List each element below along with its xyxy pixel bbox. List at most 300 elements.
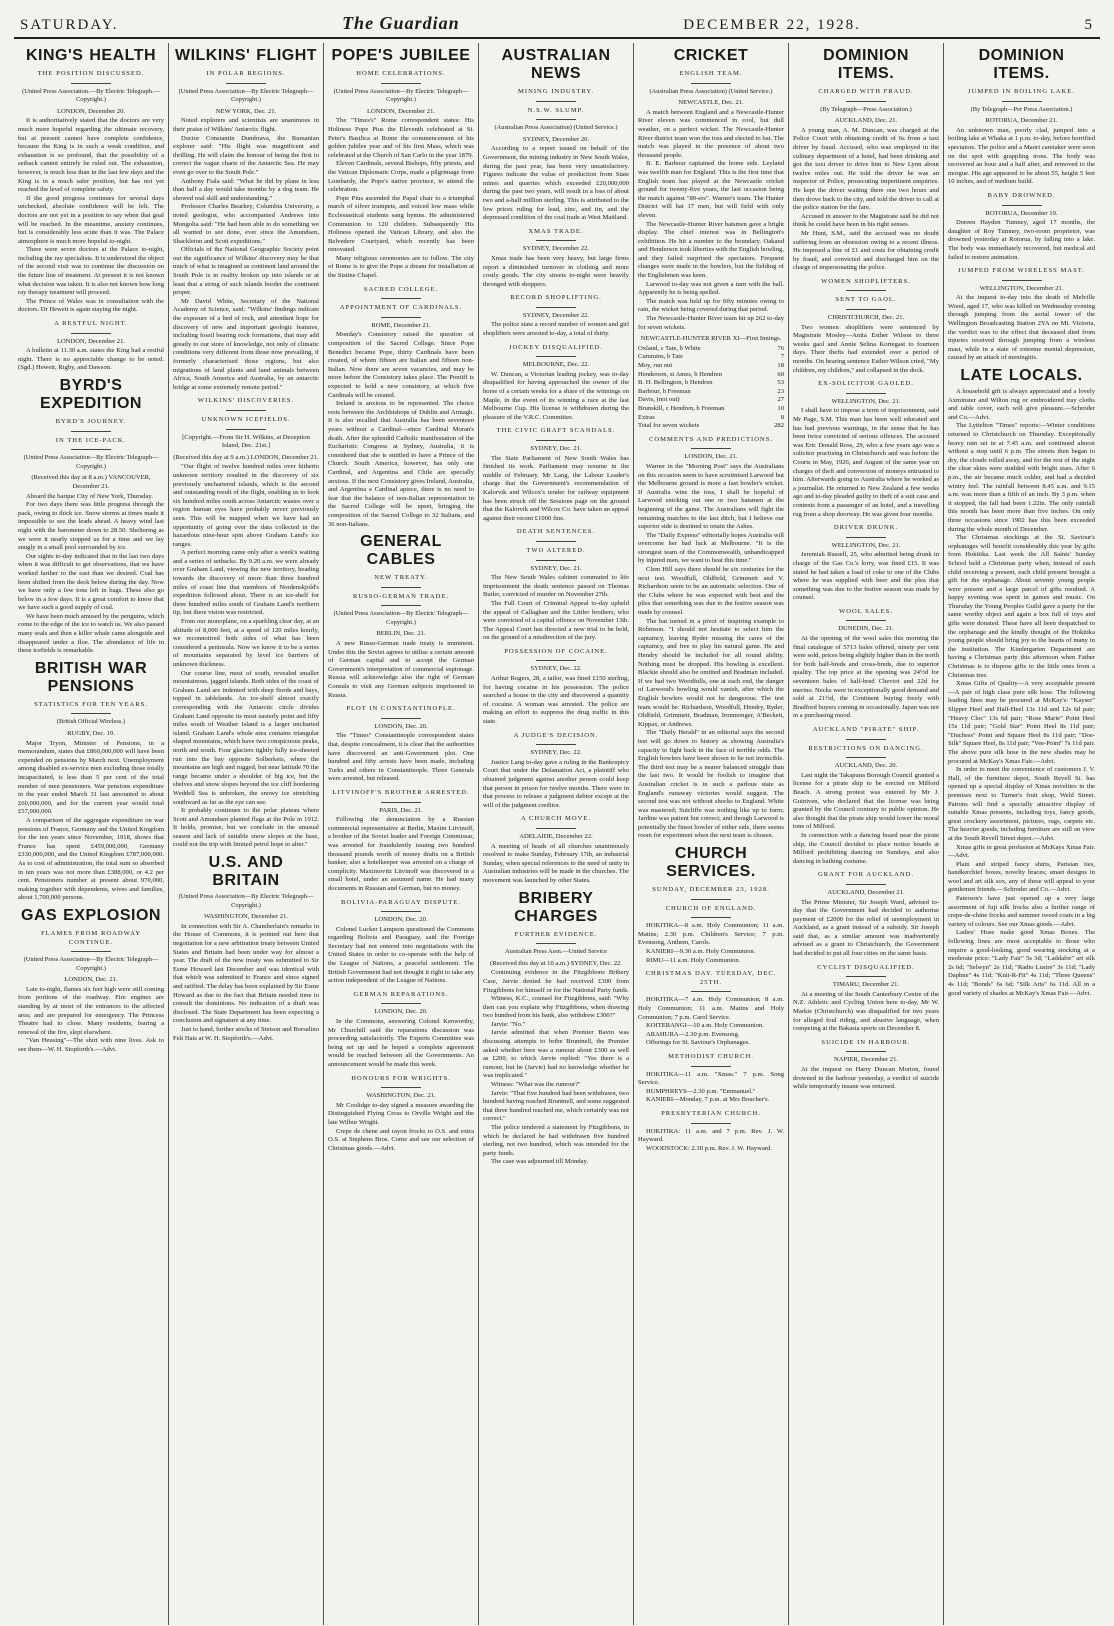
paragraph: Major Tryon, Minister of Pensions, in a memorandum, states that £860,000,000 will have been expended on pensions by March next. Unemployment among disabled ex-service men excluding those totally incapacitated, is less than 5 per cent of the total number of men pensioners. War pensions expenditure in the year ended March 31 last amounted to about £60,000,000, and for the current year would total £57,000,000. [18,739,164,816]
paragraph: HOKITIKA: 11 a.m. and 7 p.m. Rev. J. W. Hayward. [638,1127,784,1144]
dateline: LONDON, Dec. 20. [374,916,428,924]
divider-rule [226,410,266,411]
subheading: CYCLIST DISQUALIFIED. [817,963,915,971]
divider-rule [381,605,421,606]
divider-rule [846,393,886,394]
divider-rule [691,1066,731,1067]
paragraph: "Van Heusing"—The shirt with nine lives. Ask to see them—W. H. Stopforth's.—Advt. [18,1037,164,1054]
paragraph: A perfect morning came only after a week's waiting and a series of setbacks. By 9.20 a.m. we were already over Graham Land, viewing the new territory, heading towards the discovery of more than three hundred miles of coast line that members of Nordenskjold's expedition followed about. There is an ice-shelf for three hundred miles south of Graham Land's northern tip, but there vision was restricted. [173,549,319,617]
subheading: FURTHER EVIDENCE. [514,930,598,938]
subheading: METHODIST CHURCH. [668,1052,754,1060]
article-body [18,493,164,656]
divider-rule [536,744,576,745]
divider-rule [536,943,576,944]
article-body [328,816,474,893]
dateline: WELLINGTON, Dec. 21. [831,541,901,549]
subheading: CHRISTMAS DAY. TUESDAY, DEC. 25TH. [645,970,777,986]
article [18,47,164,373]
dateline: AUCKLAND, Dec. 20. [834,762,898,770]
subheading: THE POSITION DISCUSSED. [37,70,145,77]
article-body [18,117,164,315]
wire-credit: (United Press Association—By Electric Telegraph—Copyright.) [178,87,314,104]
scorecard-row [638,362,784,371]
subheading: PRESBYTERIAN CHURCH. [661,1109,761,1117]
paragraph: Noted explorers and scientists are unanimous in their praise of Wilkins' Antarctic flight. [173,117,319,133]
dateline: TIMARU, December 21. [832,981,900,989]
subheading: GRANT FOR AUCKLAND. [818,871,914,879]
article-body [328,1102,474,1154]
headline: DOMINION ITEMS. [823,47,909,82]
wire-credit: (United Press Association.—By Electric Telegraph.—Copyright.) [22,87,160,104]
dateline: SYDNEY, December 22. [522,245,590,253]
headline: BYRD'S EXPEDITION [40,377,142,412]
dateline: SYDNEY, December 22. [522,311,590,319]
runs: 27 [777,396,784,404]
wire-credit: (United Press Association—By Electric Telegraph—Copyright.) [333,610,469,626]
wire-credit: (United Press Association—By Electric Telegraph—Copyright.) [333,87,469,104]
article [483,47,629,886]
article-body [483,145,629,222]
divider-rule [536,119,576,120]
column-4 [479,43,634,1625]
divider-rule [846,884,886,885]
divider-rule [691,1123,731,1124]
article [18,660,164,903]
batsman: Oxland, c Tate, b White [638,344,701,352]
paragraph: The Full Court of Criminal Appeal to-day upheld the appeal of Callaghan and the Littler brothers, who were convicted of a capital offence on November 13th. The Appeal Court has directed a new trial to be held, on the ground of a misdirection of the jury. [483,599,629,642]
headline: CHURCH SERVICES. [666,845,756,881]
paragraph: Doreen Hayden Tumney, aged 17 months, the daughter of Roy Tumney, two-room proprietor, was drowned yesterday at Rotorua, by falling into a lake. The body was immediately recovered, but medical aid failed to restore animation. [948,219,1095,261]
headline: BRIBERY CHARGES [514,889,598,925]
column-container [14,43,1100,1625]
paragraph: Ladies' Hose make good Xmas Boxes. The following lines are most acceptable to those who require a good-looking, good wearing stocking at a moderate price: "Lady Fair" 5s 3d; "Laddafre" art silk 2s 6d; "Selwyn" 2s 11d; "Radio Lustre" 3s 11d; "Lady Daphne" 4s 11d; "Knit-R-Fit" 4s 11d; "Three Queens" 4s 11d; "Bonds" 6s 6d; "Silk Arts" 6s 11d. All in a good variety of shades at McKay's Xmas Fair.—Advt. [948,929,1095,997]
subheading: RUSSO-GERMAN TRADE. [352,592,450,600]
divider-rule [1002,280,1042,281]
headline: LATE LOCALS. [960,367,1083,385]
divider-rule [381,83,421,84]
article-body [483,759,629,811]
article-body [328,117,474,280]
column-1 [14,43,169,1625]
subheading: UNKNOWN ICEFIELDS. [201,415,291,423]
article [18,377,164,656]
article [328,533,474,1153]
paragraph: Ireland is anxious to be represented. The choice rests between the Archbishops of Dublin and Armagh. It is also recalled that Australia has been seventeen years without a Cardinal—since Cardinal Moran's death. After the splendid Catholic manifestation of the Eucharistic Congress at Sydney, Australia, it is considered that she is entitled to have a Prince of the Church. South America, however, has only one Cardinal, and Argentina and Chile are specially anxious. If the next Consistory gives Ireland, Australia, and Argentina a Cardinal apiece, there is no need to fear that the balance of non-Italian representation in the Sacred College will be upset, bringing the composition of the Sacred College to 32 Italians, and 36 non-Italians. [328,400,474,528]
masthead [14,0,1100,39]
article [18,907,164,1055]
wire-credit: (By Telegraph—Press Association.) [820,105,912,113]
paragraph: Xmas trade has been very heavy, but large firms report a diminished turnover in clothing and more costly goods. The city streets to-night were heavily thronged with shoppers. [483,254,629,288]
runs: 282 [774,422,784,430]
paragraph: Our course line, most of south, revealed smaller mountainous, jagged islands. Both sides of the coast of Graham Land are indented with deep fiords and bays, topped in tablelands. An ice-shelf almost exactly corresponding with the Antarctic circle divides Graham Land opposite its most easterly point and fifty miles south of Weather Island is a larger uncharted island. Graham Land's whole area contains triangular shaped mountains, which have two conspicuous peaks, north and south. Four glaciers tightly fully ice-sheeted run into the bay opposite Solberkets, where the mountains are high and rugged, but near latitude 70 the range became under a shoulder of big ice, but the shelves and snow slopes beyond the ice cliff bordering Weddell Sea is unbroken, the snowy ice stretching southward as far as the eye can see. [173,669,319,806]
article-body [638,996,784,1048]
runs: 53 [777,379,784,387]
paragraph: We have been much amused by the penguins, which come to the edge of the ice to watch us. We also passed many seals and then a killer whale came alongside and disappeared under a floe. The abundance of life in these icefields is remarkable. [18,612,165,655]
masthead-day: SATURDAY. [20,17,119,33]
subheading: CHURCH OF ENGLAND. [665,904,757,912]
article-body [948,388,1095,998]
subheading: LITVINOFF'S BROTHER ARRESTED. [332,788,470,796]
batsman: Moy, run out [638,362,673,369]
article-body [793,324,939,376]
dateline: NEW YORK, Dec. 21. [215,107,277,115]
dateline: MELBOURNE, Dec. 22. [522,361,590,369]
article [948,47,1095,363]
dateline: WELLINGTON, December 21. [979,284,1064,292]
subheading: TWO ALTERED. [526,546,586,554]
dateline: WELLINGTON, Dec. 21. [831,397,901,405]
headline: WILKINS' FLIGHT [174,47,318,64]
paragraph: Jeremiah Russell, 25, who admitted being drunk in charge of the Gas Co.'s lorry, was fined £15. It was stated he had taken a load of coke to one of the Clubs where he was supplied with beer and the plea that something was due to the festive season was made by counsel. [793,551,939,602]
batsman: Total for seven wickets [638,422,700,430]
divider-rule [71,431,111,432]
article-body [793,127,939,273]
divider-rule [381,1087,421,1088]
scorecard-row [638,353,784,362]
scorecard-title: NEWCASTLE-HUNTER RIVER XI—First Innings. [640,335,782,343]
divider-rule [846,101,886,102]
subheading: DRIVER DRUNK. [833,524,899,532]
column-2 [169,43,324,1625]
paragraph: The Christmas stockings at the St. Saviour's orphanages will benefit considerably this year by gifts from Hokitika. Last week the All Saints' Sunday School held a Christmas party when, instead of each child receiving a present, each child present brought a gift for the orphanage. About seventy young people were present and a large parcel of gifts resulted. A happy evening was spent in games and music. On Thursday the Young Peoples Guild gave a party for the same worthy object and again a box full of toys and gifts were donated. These have all been despatched to the orphanage and the kindly thought of the Hokitika young people should bring joy to the hearts of many in the institution. The Kindergarten Department are having a Christmas party this afternoon when Father Christmas is to dispose gifts to the little ones from a Christmas tree. [948,534,1095,679]
divider-rule [536,660,576,661]
paragraph: KANIERI—9.30 a.m. Holy Communion. [646,948,756,956]
paragraph: The police tendered a statement by Fitzgibbons, in which he declared he had withdrawn five hundred sterling, not two hundred, which was intended for the party funds. [483,1124,629,1157]
wire-credit: (United Press Association—By Electric Telegraph—Copyright.) [178,893,314,909]
dateline: LONDON, Dec. 21. [64,976,118,984]
headline: DOMINION ITEMS. [978,47,1065,82]
dateline: LONDON, Dec. 20. [374,722,428,730]
paragraph: Arthur Rogers, 28, a tailor, was fined £150 sterling, for having cocaine in his possession. The police searched a house in the city and discovered a quantity of cocaine. A woman was arrested. The police are making an effort to suppress the drug traffic in this state. [483,675,629,726]
paragraph: Offerings for St. Saviour's Orphanages. [646,1039,750,1047]
subheading: EX-SOLICITOR GAOLED. [818,380,914,388]
article-body [18,986,164,1055]
subheading: FLAMES FROM ROADWAY CONTINUE. [40,929,142,946]
divider-rule [691,448,731,449]
paragraph: The "Times's" Rome correspondent states: His Holiness Pope Pius the Eleventh celebrated at St. Peter's Basilica at Rome the commencement of his golden jubilee year and of his first Mass, which was celebrated at the Church of San Carlo in the year 1879. [328,117,474,159]
dateline: ROTORUA, December 21. [985,117,1058,125]
subheading: JUMPED FROM WIRELESS MAST. [958,267,1085,275]
subheading: XMAS TRADE. [528,227,584,235]
subheading: CHARGED WITH FRAUD. [818,88,914,95]
paragraph: Colonel Lucker Lampson questioned the Commons regarding Bolivia and Paraguay, said the Foreign Secretary had not entered into negotiations with the United States in order to co-operate with the help of the League of Nations, a peaceful settlement. The British Government had not thought it right to take any action independent of the League of Nations. [328,925,474,985]
paragraph: Monday's Consistory raised the question of composition of the Sacred College. Since Pope Benedict became Pope, thirty Cardinals have been created, of whom fifteen are Italian and fifteen non-Italian. Now there are seven vacancies, and may be more before the Consistory takes place. The Pontiff is expected to hold a new consistory, at which five Cardinals will be created. [328,331,474,399]
divider-rule [846,537,886,538]
paragraph: Jarvie: "No." [491,1020,526,1028]
divider-rule [536,541,576,542]
paragraph: Paterson's have just opened up a very large assortment of fuji silk frocks also a further range of crepe-de-chine frocks and summer tweed coats in a big variety of colours. See our Xmas goods.—Advt. [948,895,1095,928]
article [483,890,629,1167]
dateline: NAPIER, December 21. [833,1056,899,1064]
paragraph: I shall have to impose a term of imprisonment, said Mr Page, S.M. This man has been well educated and has had previous warnings, in the sense that he has been twice convicted of serious offences. The accused was Eric Donald Ross, 29, who a few years ago was a solicitor practising in Christchurch and was before the Courts in May, 1926, and August of the same year on charges of theft and conversion of moneys entrusted to him. Afterwards going to Australia where he worked as a journalist. He returned to New Zealand a few weeks ago and to-day pleaded guilty to theft of a suit case and contents from a passenger of an hotel, and a travelling rug from a shop doorway. He was given four months. [793,407,939,518]
article-body [948,127,1095,187]
subheading: DEATH SENTENCES. [516,528,596,536]
headline: CRICKET [673,47,749,64]
paragraph: At the inquest on Harry Duncan Morton, found drowned in the harbour yesterday, a verdict of suicide while temporarily insane was returned. [793,1066,939,1091]
subheading: BABY DROWNED. [987,191,1056,199]
paragraph: Mr Hunt, S.M., said the accused was no doubt suffering from an obsession owing to a recent illness. He imposed a fine of £1 and costs for obtaining credit by fraud, and convicted and discharged him on the charge of impersonating the police. [793,229,939,272]
paragraph: If the good progress continues for several days unchecked, absolute confidence will be felt. The doctors are not yet in a position to say when that goal will be reached. In the meantime, anxiety continues, but is considerably less acute than it was. The Palace atmosphere is much more hopeful to-night. [18,194,164,245]
article-body [638,109,784,332]
divider-rule [846,757,886,758]
headline: BRITISH WAR PENSIONS [34,659,148,695]
paragraph: The Prime Minister, Sir Joseph Ward, advised to-day that the Government had decided to authorise payment of £2000 for the relief of unemployment in Auckland, as a grant instead of a subsidy. Sir Joseph said that, as a similar amount was inadvertently advised as a grant to Christchurch, the Government had decided to put all four cities on the same basis. [793,898,939,958]
subheading: PLOT IN CONSTANTINOPLE. [346,705,456,713]
subheading: APPOINTMENT OF CARDINALS. [339,304,463,312]
paragraph: Mr Coolidge to-day signed a measure awarding the Distinguished Flying Cross to Orville Wright and the late Wilbur Wright. [328,1101,474,1126]
subheading: N.S.W. SLUMP. [527,106,585,114]
column-5 [634,43,789,1625]
dateline: BERLIN, Dec. 21. [376,630,426,638]
runs: 7 [780,353,784,361]
paragraph: W. Duncan, a Victorian leading jockey, was to-day disqualified for having approached the owner of the horse of a certain weeks for a share of the winnings on Maple, in the event of its winning a race at the last Melbourne Cup. His license is withdrawn during the pleasure of the V.R.C. Committee. [483,370,629,421]
dateline: SYDNEY, December 20. [522,135,590,143]
subheading: BYRD'S JOURNEY. [55,418,127,425]
paragraph: KOITERANGI—10 a.m. Holy Communion. [646,1022,764,1030]
subheading: BOLIVIA-PARAGUAY DISPUTE. [341,898,461,906]
article-body [793,899,939,959]
masthead-page-number: 5 [1084,17,1094,33]
paragraph: A household gift is always appreciated and a lovely Axminster and Wilton rug or embroidered tray cloths and table cover, each will give pleasure.—Schroder and Co.—Advt. [948,388,1095,421]
divider-rule [381,317,421,318]
paragraph: Xmas Gifts of Quality—A very acceptable present—A pair of high class pure silk hose. The following leading lines may be procured at McKay's: "Kayser" Slipper Heel and Half-Heel 13s 11d and 12s 6d pair; "Heavy Cloc" 13s 6d pair; "Rose Marie" Point Heel 15s 11d pair; "Gold Star" Point Heel 8s 11d pair; "Duchess" Point and Square Heel 8s 11d pair; "Doe-Silk" Square Heel, 8s 11d pair; "Vee-Point" 7s 11d pair. The above pure silk hose in the new shades may be procured at McKay's Xmas Fair.—Advt. [948,680,1095,765]
divider-rule [381,718,421,719]
paragraph: ARAHURA—2.30 p.m. Evensong. [646,1030,740,1038]
scorecard-row [638,396,784,405]
scorecard [638,345,784,431]
dateline: LONDON, December 21. [366,107,436,115]
paragraph: A new Russo-German trade treaty is imminent. Under this the Soviet agrees to utilise a certain amount of German capital and to accept the German Government's interpretation of commercial espionage. Russia will acknowledge also the right of German Consuls to visit any German subjects imprisoned in Russia. [328,640,474,699]
scorecard-row [638,371,784,380]
subheading: POSSESSION OF COCAINE. [504,647,608,655]
paragraph: A bulletin at 11.30 a.m. states the King had a restful night. There is no appreciable change to be noted. (Sgd.) Hewett, Rigby, and Dawson. [18,347,164,372]
paragraph: Two women shoplifters were sentenced by Magistrate Mosley—Anita Esther Wilson to three weeks gaol and Annie Selina Kortegast to fourteen days. Their thefts had extended over a period of months. On hearing sentence Esther Wilson cried, "My children, my children," and collapsed in the dock. [793,323,939,374]
paragraph: Jarvie admitted that when Premier Bavin was discussing attempts to bribe Bruntnell, the Premier asked whether here was a rumour about £300 as well as £200, to which Jarvie replied: "Yes there is a rumour, but he (Jarvie) had no knowledge whether he was implicated." [483,1029,629,1080]
column-7 [944,43,1099,1625]
article-body [173,923,319,1043]
runs: 76 [777,344,784,352]
paragraph: There were seven doctors at the Palace to-night, including the ray specialists. It is understood the object of the second visit was to continue the discussion on the future line of treatment. At present it is not known what decision was taken. It is also not known how long ray therapy treatment will proceed. [18,246,164,297]
batsman: B. H. Bellington, b Hendren [638,379,713,387]
paragraph: The State Parliament of New South Wales has finished its work. Parliament may resume in the middle of February. Mr Lang, the Labour Leader's charge that the Government's recommendation of Kalorvik and Wilcox's tender for railway equipment has been struck off the Sessions page on the ground that the Kalorvik and Wilcox Co. have taken an appeal against their recent £1000 fine. [483,454,629,522]
column-6 [789,43,944,1625]
dateline: SYDNEY, Dec. 21. [530,445,582,452]
paragraph: Crepe de chene and rayon frocks to O.S. and extra O.S. at Stephens Bros. Come and see our selection of Christmas goods.—Advt. [328,1127,474,1152]
paragraph: In order to meet the convenience of customers J. V. Hall, of the furniture depot, South Revell St. has opened up a special display of Xmas novelties in the premises next to Turner's fruit shop, Weld Street. Patrons will find a specially attractive display of suitable Xmas presents, including toys, fancy goods, great crockery assortment, pictures, rugs, carpets etc. The heavier goods, including furniture are still on view at the South Revell Street depot.—Advt. [948,766,1095,842]
subheading: HONOURS FOR WRIGHTS. [351,1074,451,1082]
article-body [483,574,629,643]
divider-rule [536,356,576,357]
runs: 60 [777,370,784,378]
subheading: IN THE ICE-PACK. [55,436,127,444]
paragraph: Witness: "What was the rumour?" [491,1081,581,1089]
paragraph: Witness, K.C., counsel for Fitzgibbons, said: "Why then can you explain why Fitzgibbons, when drawing two hundred from his bank, also withdrew £300?" [483,995,629,1020]
subheading: RESTRICTIONS ON DANCING. [808,744,924,752]
subheading: HOME CELEBRATIONS. [356,70,446,77]
dateline: WASHINGTON, December 21. [203,913,289,921]
dateline: LONDON, December 20. [56,107,126,115]
paragraph: In connection with a dancing board near the pirate ship, the Council decided to place notice boards at Milford prohibiting dancing on Sundays, and also dancing in bathing costume. [793,831,939,865]
paragraph: HOKITIKA—11 a.m. "Xmas." 7 p.m. Song Service. [638,1070,784,1087]
scorecard-row [638,405,784,414]
paragraph: Mr David White, Secretary of the National Academy of Science, said: "Wilkins' findings indicate the exposure of a bed of rock, and attendant hope for discovery of new and important geologic features, including fossil bearing rock formations, that may add greatly to our store of knowledge, not only of climatic conditions very different from those now prevailing, if formerly characterised those regions, but also migrations of land plants and land animals between Africa, South America and Australia, by an antarctic bridge at some extremely remote period." [173,297,319,391]
paragraph: It probably continues to the polar plateau where Scott and Amundsen planted flags at the Pole in 1912. It holds, promise, but we conclude in the unusual season and lack of suitable snow slopes at the base, could not the trip with limited petrol hope to alter." [173,807,319,849]
wire-credit: (By Telegraph—Per Press Association.) [970,105,1073,113]
subheading: SENT TO GAOL. [835,296,897,304]
article [173,854,319,1043]
paragraph: A comparison of the aggregate expenditure on war pensions of France, Germany and the United Kingdom for the ten years since November, 1918, shows that France has spent £459,000,000, Germany £330,000,000, and the United Kingdom £787,000,000. As to cost of administration, the total sum so absorbed in ten years was not more than £388,000, or 4.2 per cent. Pensioners number at present about 970,000, making together with dependents, wives and families, about 1,700,000 persons. [18,816,164,902]
paragraph: Professor Charles Bearkey, Columbia University, a noted geologist, who accompanied Andrews into Mongolia said: "He had been able to do something we all wanted to see done, ever since the Amundsen, Shackleton and Scott expeditions." [173,203,319,245]
divider-rule [846,309,886,310]
paragraph: HUMPHREYS—2.30 p.m. "Emmanuel." [646,1087,756,1095]
divider-rule [226,429,266,430]
divider-rule [536,101,576,102]
paragraph: Jarvie: "That five hundred had been withdrawn, two hundred having reached Bruntnell, and some suggested that three hundred reached me, which certainly was not correct." [483,1089,629,1123]
dateline: SYDNEY, Dec. 21. [530,564,582,572]
paragraph: The "Daily Herald" in an editorial says the second test will go down to history as showing Australia's capacity to fight back in the face of terrible odds. The English bowlers have been shown to be not invincible. The third test may be a nearer balanced struggle than the last two. It would be foolish to imagine that Australian cricket is in such a parlous state as England's runaway victories would suggest. The second test was not without shocks to England. White was mastered; Sutcliffe was nothing like up to form; Jardine was patient but correct; and though Larwood is potentially the finest bowler of either side, there seems room for experiment when the next team is chosen. [638,729,784,840]
article [173,47,319,850]
paragraph: Eleven Cardinals, several Bishops, fifty priests, and the Vatican Diplomatic Corps, made a pilgrimage from Lombardy, the Pope's native province, to attend the celebration. [328,160,474,194]
article [948,367,1095,998]
divider-rule [71,713,111,714]
dateline: PARIS, Dec. 21. [379,806,423,814]
paragraph: An unknown man, poorly clad, jumped into a boiling lake at Whaka at 1 p.m. to-day, before horrified spectators. The police and a Maori caretaker were soon on the spot with grappling irons. The body was recovered an hour and a half after, and removed to the morgue. His age appeared to be about 55, height 5 feet 10 inches, and of medium build. [948,126,1095,186]
divider-rule [846,1051,886,1052]
dateline: LONDON, December 21. [56,337,126,345]
masthead-date: DECEMBER 22, 1928. [683,17,861,33]
paragraph: For two days there was little progress through the pack, owing to thick ice. Snow storms at times made it impossible to see the leads ahead. A heavy wind last night with the barometer down to 28.50. Sheltering as we were it nearly stopped us for a time and we lay snugly in a small pool surrounded by ice. [18,501,164,552]
headline: GAS EXPLOSION [21,906,161,924]
article [638,845,784,1153]
paragraph: "Our flight of twelve hundred miles over hitherto unknown territory resulted in the discovery of six previously unchartered islands, which is the second and outstanding result of the flight, enabling us to look six hundred miles south across Antarctic wastes over a region human eyes have probably never previously seen. This will be mapped when we have had an opportunity of going over the data collected in the hazardous nine-hour spin above Graham Land's ice ranges. [173,463,319,548]
article-body [328,1018,474,1070]
wire-credit: (Australian Press Association) (United Service.) [649,87,773,95]
paragraph: RIMU—11 a.m. Holy Communion. [646,956,741,964]
article-body [793,772,939,867]
scorecard-row [638,422,784,431]
wire-credit: Australian Press Assn.—United Service [505,948,607,956]
divider-rule [846,290,886,291]
paragraph: Plain and striped fancy shirts, Parisian ties, handkerchief boxes, novelty braces; smart designs in wool and art silk sox, any of these will appeal to your gentlemen friends.—Schroder and Co.—Advt. [948,860,1095,894]
dateline: (Received this day at 9 a.m.) LONDON, December 21. [173,453,319,461]
scorecard-row [638,388,784,397]
paragraph: Anthony Fiala said: "What he did by plane in less than half a day would take months by a dog team. He showed real skill and understanding." [173,177,319,202]
batsman: Cummins, b Tate [638,353,684,361]
paragraph: Warner in the "Morning Post" says the Australians on this occasion seem to have scrutinised Larwood but the Melbourne ground is more a fast bowler's wicket. If Australia wins the toss, I shall be hopeful of Larwood snicking out one or two batsmen at the beginning of the game. The Australians will fight the remaining matches to the last ditch, but I believe our superior side is destined to retain the Ashes. [638,462,784,531]
article-body [793,407,939,519]
article-body [328,926,474,986]
paragraph: Last night the Takapuna Borough Council granted a license for a pirate ship to be erected on Milford Beach. A strong protest was entered by Mr J. Guiniven, who declared that the license was being granted by the Council contrary to public opinion. He also thought that the pirate ship would lower the moral tone of Milford. [793,771,939,831]
batsman: Brunskill, c Hendren, b Freeman [638,404,725,412]
dateline: (Received this day at 10 a.m.) SYDNEY, Dec. 22. [490,959,622,967]
paragraph: Continuing evidence in the Fitzgibbons Bribery Case, Jarvie denied he had received £300 from Fitzgibbons for himself or for the National Party funds. [483,969,629,994]
divider-rule [381,587,421,588]
dateline: (Received this day at 8 a.m.) VANCOUVER, December 21. [31,474,151,490]
paragraph: A meeting of heads of all churches unanimously resolved to make Sunday, February 17th, an industrial Sunday, when special references to the need of unity in Australian industries will be made in the churches. The movement was launched by other States. [483,842,629,884]
wire-credit: (United Press Association—By Electric Telegraph—Copyright.) [23,454,159,470]
paragraph: A young man, A. M. Duncan, was charged at the Police Court with obtaining credit of 6s from a taxi driver by fraud. Accused, who was employed in the culinary department of a hotel, had been drinking and got the taxi driver to drive him to New Lynn about twelve miles out. He told the driver he was an inspector of Police, prosecuting impertinent enquiries. He kept the driver waiting there one two hours and then drove back to the city, and told the driver to call at the police station for the fare. [793,126,939,212]
dateline: CHRISTCHURCH, Dec. 21. [827,314,905,322]
paragraph: Many religious ceremonies are to follow. The city of Rome is to give the Pope a dream for installation at the Sistine Chapel. [328,254,474,280]
dateline: LONDON, Dec. 21. [684,453,738,461]
article-body [793,1066,939,1092]
subheading: A RESTFUL NIGHT. [54,320,128,328]
divider-rule [536,240,576,241]
paragraph: The Newcastle-Hunter River team hit up 262 to-day for seven wickets. [638,315,784,331]
paragraph: Justice Lang to-day gave a ruling in the Bankruptcy Court that under the Defamation Act, a plaintiff who obtained judgment against another person could keep that person in prison for twelve months. There were in that process to release a judgment debtor except at the will of the judgment creditor. [483,758,629,809]
runs: 18 [777,362,784,369]
subheading: JUMPED IN BOILING LAKE. [968,88,1075,95]
paragraph: At the opening of the wool sales this morning the final catalogue of 5713 bales offered, ninety per cent were sold, prices being slightly higher than in the north for both half-breds and cross-breds, due to superior quality. The top price at the opening was 24½d for seventeen bales of half-bred Cheviot and 22d for merino. Necks were in exceptionally good demand and sold at 21½d, the Continent buying freely with Bradford buyers coming in occasionally. Japan was not in a purchasing mood. [793,635,939,720]
subheading: STATISTICS FOR TEN YEARS. [34,700,148,708]
masthead-paper-title: The Guardian [342,13,460,33]
subheading: A CHURCH MOVE. [520,815,592,823]
paragraph: At the inquest to-day into the death of Melville Wood, aged 17, who was killed on Wednesday evening through jumping from the aerial tower of the Wellington Broadcasting Station 2YA on Mt. Victoria, the verdict was to the effect that deceased died from injuries received through jumping from a wireless mast, while in a state of extreme mental depression, caused by an attack of meningitis. [948,294,1095,362]
article-body [173,463,319,850]
subheading: SUICIDE IN HARBOUR. [821,1038,911,1046]
paragraph: Our sights to-day indicated that in the last two days when it was difficult to get observations, that we have worked farther to the east than we desired. Coal has been shifted from the deck below during the day. Now we have only a few tons left in bags. These also go below in a few days. It is a great comfort to know that we have such a good supply of coal. [18,552,164,612]
paragraph: HOKITIKA—8 a.m. Holy Communion; 11 a.m. Matins; 2.30 p.m. Children's Service; 7 p.m. Evensong, Anthem, Carols. [638,922,784,947]
column-3 [324,43,479,1625]
paragraph: HOKITIKA—7 a.m. Holy Communion; 8 a.m. Holy Communion; 11 a.m. Matins and Holy Communion; 7 p.m. Carol Service. [638,996,784,1021]
wire-credit: (United Press Association—By Electric Telegraph—Copyright.) [23,956,159,972]
paragraph: The bat turned in a pivot of inspiring example to Robinson. "I should not hesitate to select him the captaincy, leaving Ryder missing the cares of the captaincy, and free to play his natural game. He and Hendry should be included for all round ability. Nothing must be dropped. His bowling is excellent. Blackie should also be omitted and Bradman included. If we had two Woodfulls, one at each end, the danger of Larwood's bowling would vanish, after which the English bowlers would not be dangerous. The test team would be: Richardson, Woodfull, Hendry, Ryder, Oldfield, Grimmett, Bradman, Ironmonger, A'Beckett, Kippax, or Andrews. [638,617,784,728]
batsman: Extras [638,413,655,421]
paragraph: The Prince of Wales was in consultation with the doctors. Dr Hewett is again staying the night. [18,297,164,314]
divider-rule [381,1003,421,1004]
dateline: SYDNEY, Dec. 22. [530,749,582,757]
paragraph: Just to hand, further stocks of Stetson and Borsalino Felt Hats at W. H. Stopforth's.—Advt. [173,1025,319,1042]
dateline: [Copyright.—From Sir H. Wilkins, at Deception Island, Dec. 21st.] [182,433,310,450]
paragraph: B. E. Barbour captained the home side. Leyland was twelfth man for England. This is the first time that English team has played at the Newcastle cricket ground for twenty-five years, the last occasion being the match against "89-ers". Warner's team. The Hunter District will bat 17 men, but will field with only eleven. [638,160,784,219]
divider-rule [1002,205,1042,206]
paragraph: The match was held up for fifty minutes owing to rain, the wicket being covered during that period. [638,297,784,314]
divider-rule [536,440,576,441]
divider-rule [381,802,421,803]
subheading: WOMEN SHOPLIFTERS. [821,277,911,285]
paragraph: Following the denunciation by a Russian commercial representative at Berlin, Maxim Litvinoff, a brother of the Soviet leader and Foreign Commissar, was arrested for fraudulently issuing two hundred thousand pounds worth of money drafts on a British banker; also a hotelkeeper was arrested on a charge of complicity. Maximovitz Litvinoff was discovered in a small hotel, under an assumed name. He had many documents in Russian and German, but no money. [328,816,474,892]
divider-rule [381,911,421,912]
runs: 23 [777,387,784,395]
article-body [483,843,629,886]
subheading: NEW TREATY. [374,574,428,582]
dateline: AUCKLAND, Dec. 21. [834,117,898,125]
paragraph: It is authoritatively stated that the doctors are very much more hopeful regarding the ultimate recovery, but at present cannot have complete confidence, because the King is in such a weak condition, and exhaustion is so profound, that the possibility of a setback cannot entirely be ruled out. The exhaustion, however, is much less than in the last few days and the King is in a much safer position, but has not yet reached the level of complete safety. [18,117,164,194]
wire-credit: (Australian Press Association) (United Service.) [494,124,618,132]
headline: GENERAL CABLES [360,533,442,569]
article-body [483,675,629,727]
paragraph: At a meeting of the South Canterbury Centre of the N.Z. Athletic and Cycling Union here to-day, Mr W. Markie (Christchurch) was disqualified for two years for alleged foul riding, and abusive language, when competing at the Bakasia sports on December 8. [793,990,939,1033]
subheading: A JUDGE'S DECISION. [513,731,599,739]
batsman: Davis, (not out) [638,396,680,404]
paragraph: Clem Hill says there should be six centuries for the next test. Woodfull, Oldfield, Grimmett and V. Richardson seem to be an automatic selection. One of the Clubs where he was expected with best and the plies that something was due to the festive season was made by counsel. [638,566,784,617]
divider-rule [846,620,886,621]
dateline: ADELAIDE, December 22. [519,832,593,840]
dateline: AUCKLAND, December 21. [827,888,905,896]
scorecard-row [638,345,784,354]
divider-rule [691,899,731,900]
paragraph: The New South Wales cabinet commuted to life imprisonment the death sentence passed on Thomas Butler, convicted of murder on November 27th. [483,574,629,599]
paragraph: Doctor Constantin Dumbrava, the Rumanian explorer said: "His flight was magnificent and thrilling. He will claim the honour of being the first to correct the vague charts of the Antarctic Sea. He may even go over to the South Pole." [173,134,319,176]
subheading: ENGLISH TEAM. [679,70,743,77]
scorecard-row [638,414,784,423]
runs: 8 [780,413,784,421]
article-body [638,1128,784,1154]
dateline: SYDNEY, Dec. 22. [530,665,582,673]
divider-rule [1002,101,1042,102]
paragraph: Late to-night, flames six feet high were still coming from portions of the roadway. Fire engines are standing by at most of the entrances to the affected area; and are prepared for emergency. The Princess Theatre had to close. Many residents, fearing a renewal of the fire, slept elsewhere. [18,985,164,1036]
article-body [483,255,629,289]
